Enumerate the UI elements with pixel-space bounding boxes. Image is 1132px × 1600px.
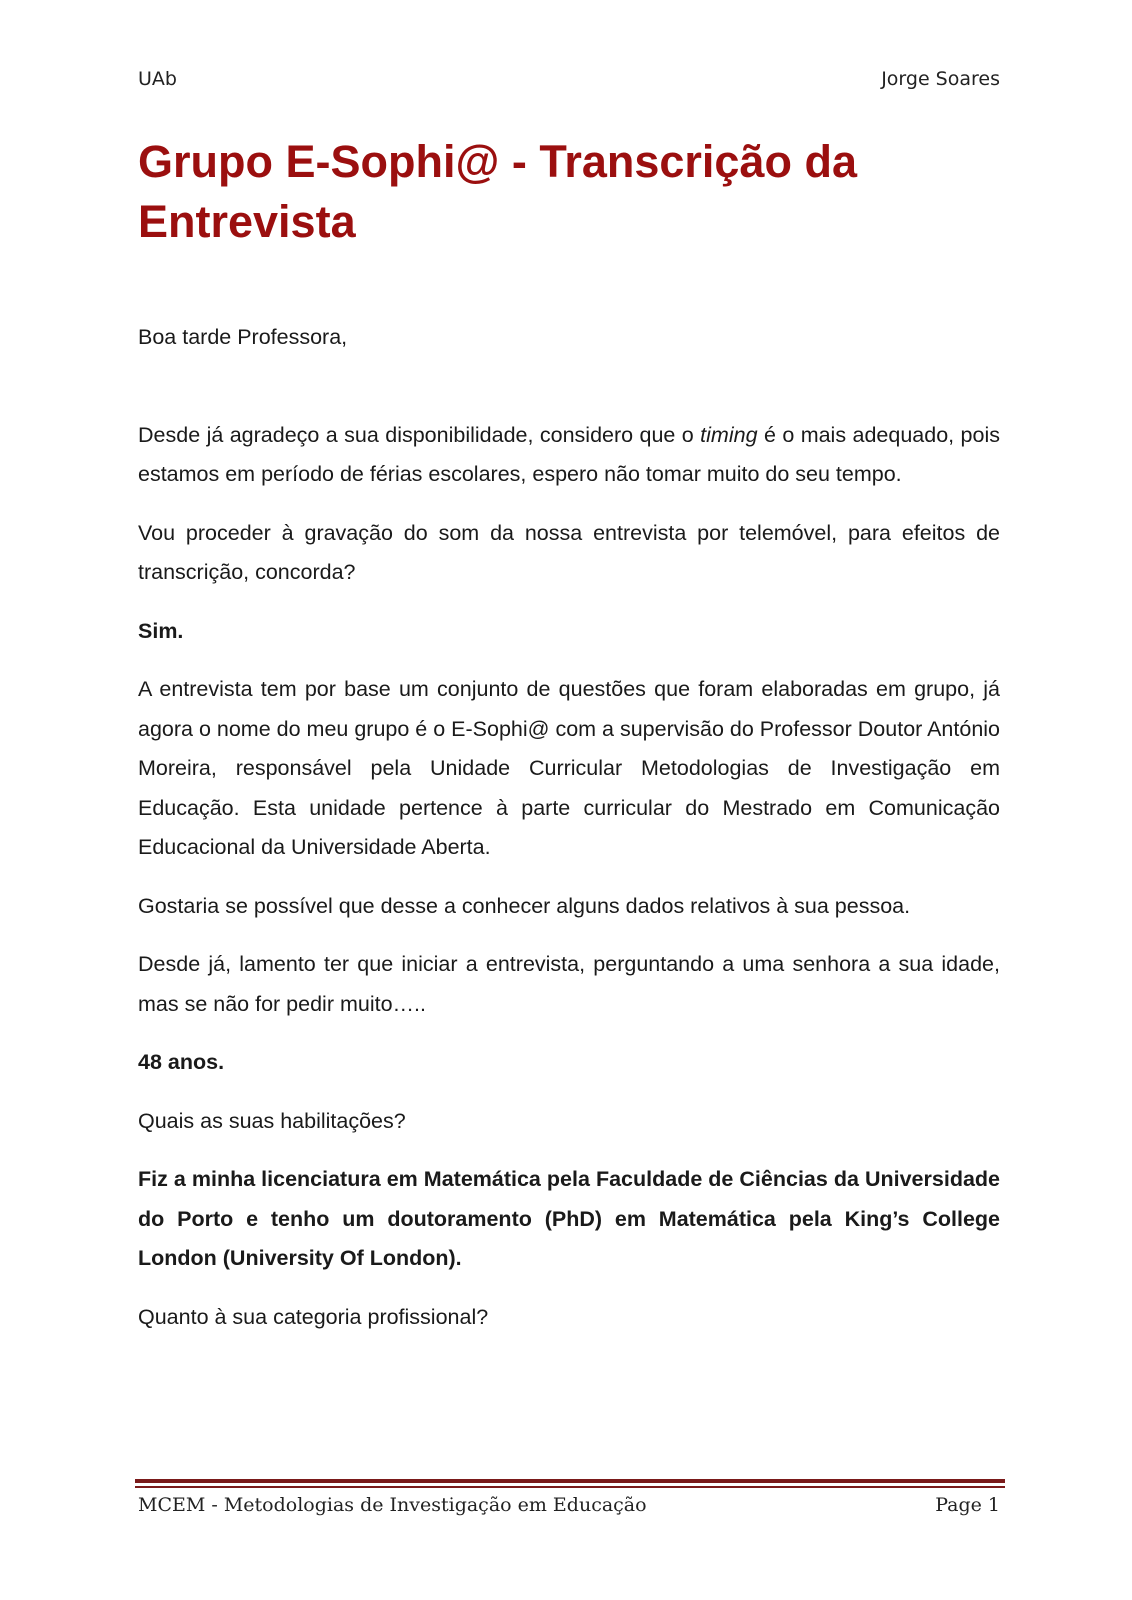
paragraph-5: Desde já, lamento ter que iniciar a entrevista, perguntando a uma senhora a sua idade, mas se não for pedir muito….. bbox=[138, 952, 1000, 1016]
paragraph-3: A entrevista tem por base um conjunto de questões que foram elaboradas em grupo, já agora o nome do meu grupo é o E-Sophi@ com a supervisão do Professor Doutor António Moreira, responsável pela Unidade Curricular Metodologias de Investigação em Educação. Esta unidade pertence à parte curricular do Mestrado em Comunicação Educacional da Universidade Aberta. bbox=[138, 677, 1001, 859]
paragraph-7: Quanto à sua categoria profissional? bbox=[138, 1304, 489, 1329]
header-right-text: Jorge Soares bbox=[881, 68, 1000, 90]
document-title: Grupo E-Sophi@ - Transcrição da Entrevista bbox=[138, 136, 857, 247]
paragraph-4: Gostaria se possível que desse a conhecer alguns dados relativos à sua pessoa. bbox=[138, 893, 911, 918]
document-body bbox=[138, 318, 1000, 1356]
greeting-paragraph: Boa tarde Professora, bbox=[138, 325, 348, 349]
footer-rule-thin bbox=[135, 1486, 1005, 1488]
paragraph-1 bbox=[138, 416, 1000, 495]
paragraph-2: Vou proceder à gravação do som da nossa entrevista por telemóvel, para efeitos de transcrição, concorda? bbox=[138, 520, 1000, 584]
footer-page-number: Page 1 bbox=[935, 1494, 1000, 1516]
answer-2: 48 anos. bbox=[138, 1050, 225, 1074]
answer-3: Fiz a minha licenciatura em Matemática pela Faculdade de Ciências da Universidade do Porto e tenho um doutoramento (PhD) em Matemática pela King’s College London (University Of London). bbox=[138, 1167, 1000, 1270]
footer-course-name: MCEM - Metodologias de Investigação em Educação bbox=[138, 1494, 647, 1516]
paragraph-1-end: é o mais adequado, pois estamos em período de férias escolares, espero não tomar muito do seu tempo. bbox=[138, 422, 1000, 486]
answer-1: Sim. bbox=[138, 618, 184, 643]
header-left-text: UAb bbox=[138, 68, 177, 90]
paragraph-1-start: Desde já agradeço a sua disponibilidade, considero que o bbox=[138, 422, 701, 447]
footer-rule-thick bbox=[135, 1479, 1005, 1483]
paragraph-6: Quais as suas habilitações? bbox=[138, 1108, 406, 1133]
paragraph-1-italic: timing bbox=[700, 422, 758, 447]
